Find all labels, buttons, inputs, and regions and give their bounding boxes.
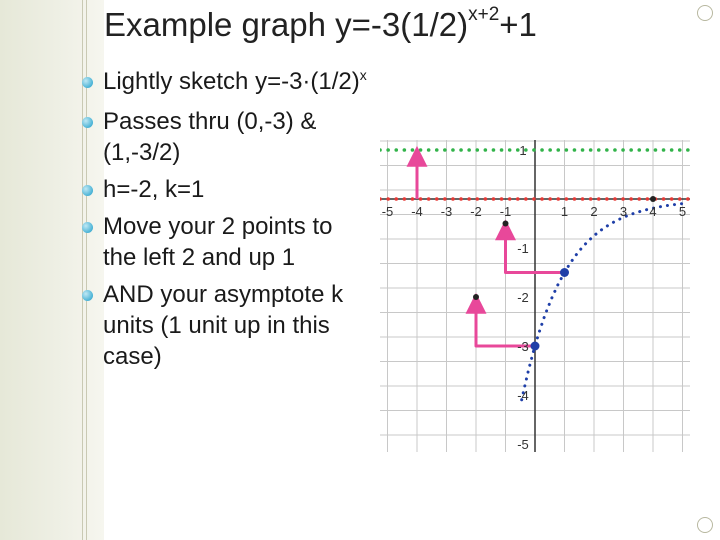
plotted-point: [531, 342, 540, 351]
bullet-icon: [82, 77, 93, 88]
y-tick-label: -3: [517, 339, 529, 354]
plotted-point: [503, 221, 509, 227]
x-tick-label: -2: [470, 204, 482, 219]
bullet-text: Lightly sketch y=-3·(1/2): [103, 68, 360, 95]
bullet-item: [80, 211, 370, 273]
bullet-text: h=-2, k=1: [103, 176, 205, 203]
bullet-exponent: x: [359, 67, 367, 83]
x-tick-label: -4: [411, 204, 423, 219]
x-tick-label: 4: [649, 204, 657, 219]
axes: [380, 140, 690, 452]
bullet-list: [80, 66, 370, 378]
y-tick-label: -4: [517, 388, 529, 403]
bullet-text: AND your asymptote k units (1 unit up in this case): [103, 281, 344, 370]
exponential-curve: [522, 203, 689, 400]
plotted-point: [560, 268, 569, 277]
shift-arrows: [417, 150, 565, 346]
plotted-point: [473, 294, 479, 300]
bullet-item: [80, 66, 370, 100]
title-main: Example graph y=-3(1/2): [104, 6, 469, 43]
x-tick-label: 1: [560, 204, 569, 219]
x-tick-label: 5: [678, 204, 687, 219]
x-tick-label: -3: [440, 204, 453, 219]
y-tick-label: -2: [517, 290, 529, 305]
x-tick-label: 3: [619, 204, 628, 219]
plotted-point: [650, 196, 656, 202]
bullet-text: Passes thru (0,-3) & (1,-3/2): [103, 108, 317, 166]
bullet-icon: [82, 185, 93, 196]
corner-ornament: [697, 5, 713, 21]
curve-y-neg3-half-pow-x: [522, 203, 689, 400]
corner-ornament: [697, 517, 713, 533]
x-tick-label: -1: [499, 204, 512, 219]
bullet-icon: [82, 290, 93, 301]
y-tick-label: -1: [517, 241, 529, 256]
title-tail: +1: [499, 6, 537, 43]
tick-labels: [382, 143, 686, 452]
x-tick-label: -5: [381, 204, 394, 219]
graph-plot: [380, 140, 690, 452]
y-tick-label: 1: [519, 143, 527, 158]
bullet-item: [80, 174, 370, 205]
title-exponent: x+2: [468, 4, 500, 25]
bullet-text: Move your 2 points to the left 2 and up 1: [103, 213, 333, 271]
bullet-item: [80, 279, 370, 372]
x-tick-label: 2: [590, 204, 598, 219]
slide-title: [104, 6, 537, 44]
bullet-icon: [82, 117, 93, 128]
y-tick-label: -5: [517, 437, 529, 452]
bullet-item: [80, 106, 370, 168]
bullet-icon: [82, 222, 93, 233]
